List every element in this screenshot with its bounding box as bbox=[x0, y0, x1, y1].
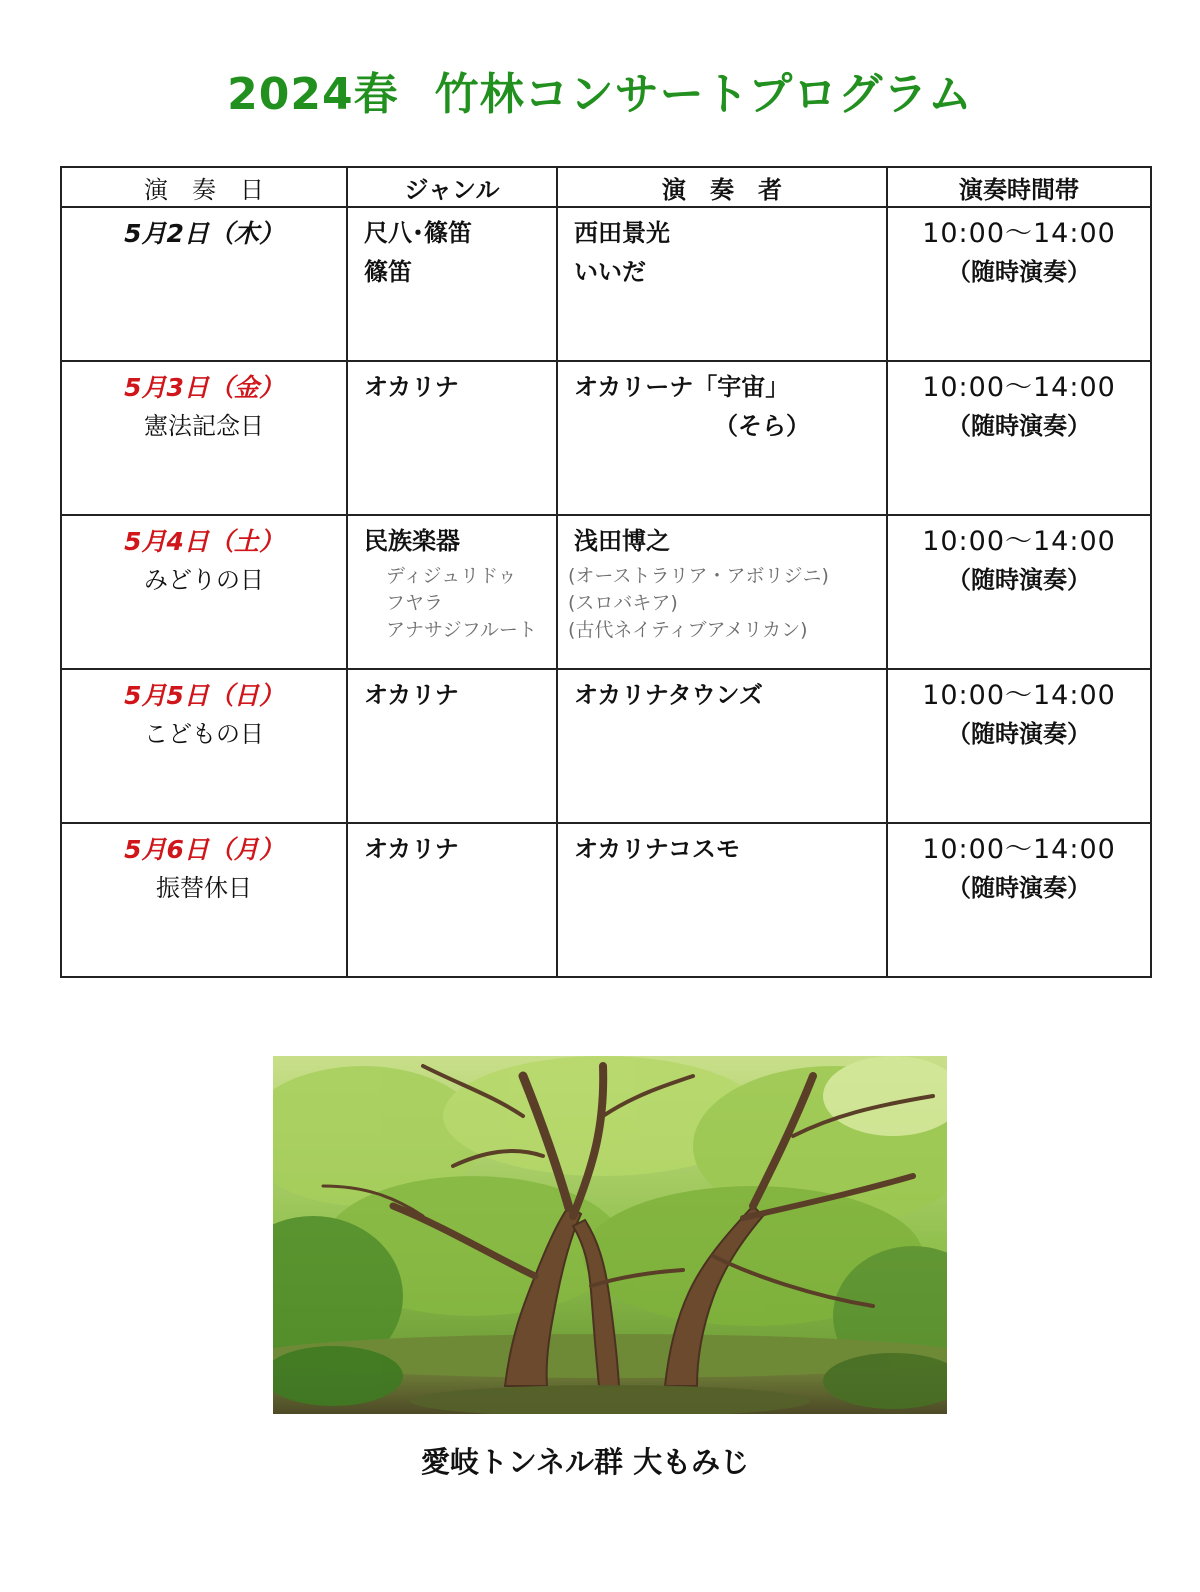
time-cell bbox=[887, 823, 1151, 977]
performer-line: （そら） bbox=[714, 412, 810, 440]
date-text: 5月3日（金） bbox=[124, 373, 284, 402]
time-cell bbox=[887, 669, 1151, 823]
time-cell bbox=[887, 361, 1151, 515]
time-range: 10:00～14:00 bbox=[922, 372, 1116, 403]
photo-caption: 愛岐トンネル群 大もみじ bbox=[420, 1445, 750, 1479]
performer-cell bbox=[557, 361, 887, 515]
performer-sub-item: (オーストラリア・アボリジニ) bbox=[568, 565, 829, 587]
time-note: （随時演奏） bbox=[947, 874, 1091, 902]
genre-line: オカリナ bbox=[364, 835, 459, 863]
time-cell bbox=[887, 515, 1151, 669]
date-cell bbox=[61, 823, 347, 977]
genre-sub-list bbox=[364, 563, 540, 644]
performer-sub-item: (スロバキア) bbox=[568, 592, 678, 614]
maple-tree-illustration bbox=[273, 1056, 947, 1414]
genre-sub-item: アナサジフルート bbox=[386, 619, 537, 641]
performer-cell bbox=[557, 515, 887, 669]
genre-line: 民族楽器 bbox=[364, 527, 460, 555]
genre-sub-item: フヤラ bbox=[386, 592, 444, 614]
holiday-name: こどもの日 bbox=[144, 720, 264, 748]
date-cell bbox=[61, 515, 347, 669]
time-cell bbox=[887, 207, 1151, 361]
genre-cell bbox=[347, 823, 557, 977]
header-genre: ジャンル bbox=[347, 167, 557, 207]
table-row bbox=[61, 207, 1151, 361]
genre-line: オカリナ bbox=[364, 681, 459, 709]
genre-line: オカリナ bbox=[364, 373, 459, 401]
title-year-season: 2024春 bbox=[227, 69, 399, 120]
header-date: 演 奏 日 bbox=[61, 167, 347, 207]
holiday-name: 憲法記念日 bbox=[144, 412, 264, 440]
performer-line: オカリナタウンズ bbox=[574, 681, 763, 709]
performer-cell bbox=[557, 669, 887, 823]
table-row bbox=[61, 515, 1151, 669]
performer-sub-item: (古代ネイティブアメリカン) bbox=[568, 619, 808, 641]
time-note: （随時演奏） bbox=[947, 412, 1091, 440]
time-range: 10:00～14:00 bbox=[922, 526, 1116, 557]
date-text: 5月4日（土） bbox=[124, 527, 284, 556]
date-text: 5月6日（月） bbox=[124, 835, 284, 864]
table-row bbox=[61, 669, 1151, 823]
time-note: （随時演奏） bbox=[947, 566, 1091, 594]
genre-cell bbox=[347, 207, 557, 361]
time-note: （随時演奏） bbox=[947, 258, 1091, 286]
program-table bbox=[60, 166, 1152, 978]
genre-cell bbox=[347, 515, 557, 669]
genre-cell bbox=[347, 361, 557, 515]
performer-line: オカリーナ「宇宙」 bbox=[574, 373, 790, 401]
performer-cell bbox=[557, 823, 887, 977]
date-cell bbox=[61, 669, 347, 823]
holiday-name: 振替休日 bbox=[156, 874, 252, 902]
genre-line: 篠笛 bbox=[364, 258, 412, 286]
date-text: 5月5日（日） bbox=[124, 681, 284, 710]
header-performer: 演 奏 者 bbox=[557, 167, 887, 207]
time-range: 10:00～14:00 bbox=[922, 680, 1116, 711]
time-range: 10:00～14:00 bbox=[922, 218, 1116, 249]
holiday-name: みどりの日 bbox=[144, 566, 264, 594]
genre-cell bbox=[347, 669, 557, 823]
maple-tree-photo bbox=[273, 1056, 947, 1414]
performer-sub-list bbox=[568, 563, 870, 644]
performer-cell bbox=[557, 207, 887, 361]
performer-line: 浅田博之 bbox=[574, 527, 670, 555]
performer-line: 西田景光 bbox=[574, 219, 670, 247]
date-cell bbox=[61, 361, 347, 515]
performer-line: オカリナコスモ bbox=[574, 835, 740, 863]
page-title bbox=[0, 58, 1200, 122]
genre-sub-item: ディジュリドゥ bbox=[386, 565, 517, 587]
table-row bbox=[61, 361, 1151, 515]
title-name: 竹林コンサートプログラム bbox=[434, 69, 973, 120]
time-range: 10:00～14:00 bbox=[922, 834, 1116, 865]
date-text: 5月2日（木） bbox=[124, 219, 284, 248]
time-note: （随時演奏） bbox=[947, 720, 1091, 748]
date-cell bbox=[61, 207, 347, 361]
performer-line: いいだ bbox=[574, 258, 646, 286]
genre-line: 尺八･篠笛 bbox=[364, 219, 472, 247]
table-row bbox=[61, 823, 1151, 977]
header-time: 演奏時間帯 bbox=[887, 167, 1151, 207]
table-header-row bbox=[61, 167, 1151, 207]
